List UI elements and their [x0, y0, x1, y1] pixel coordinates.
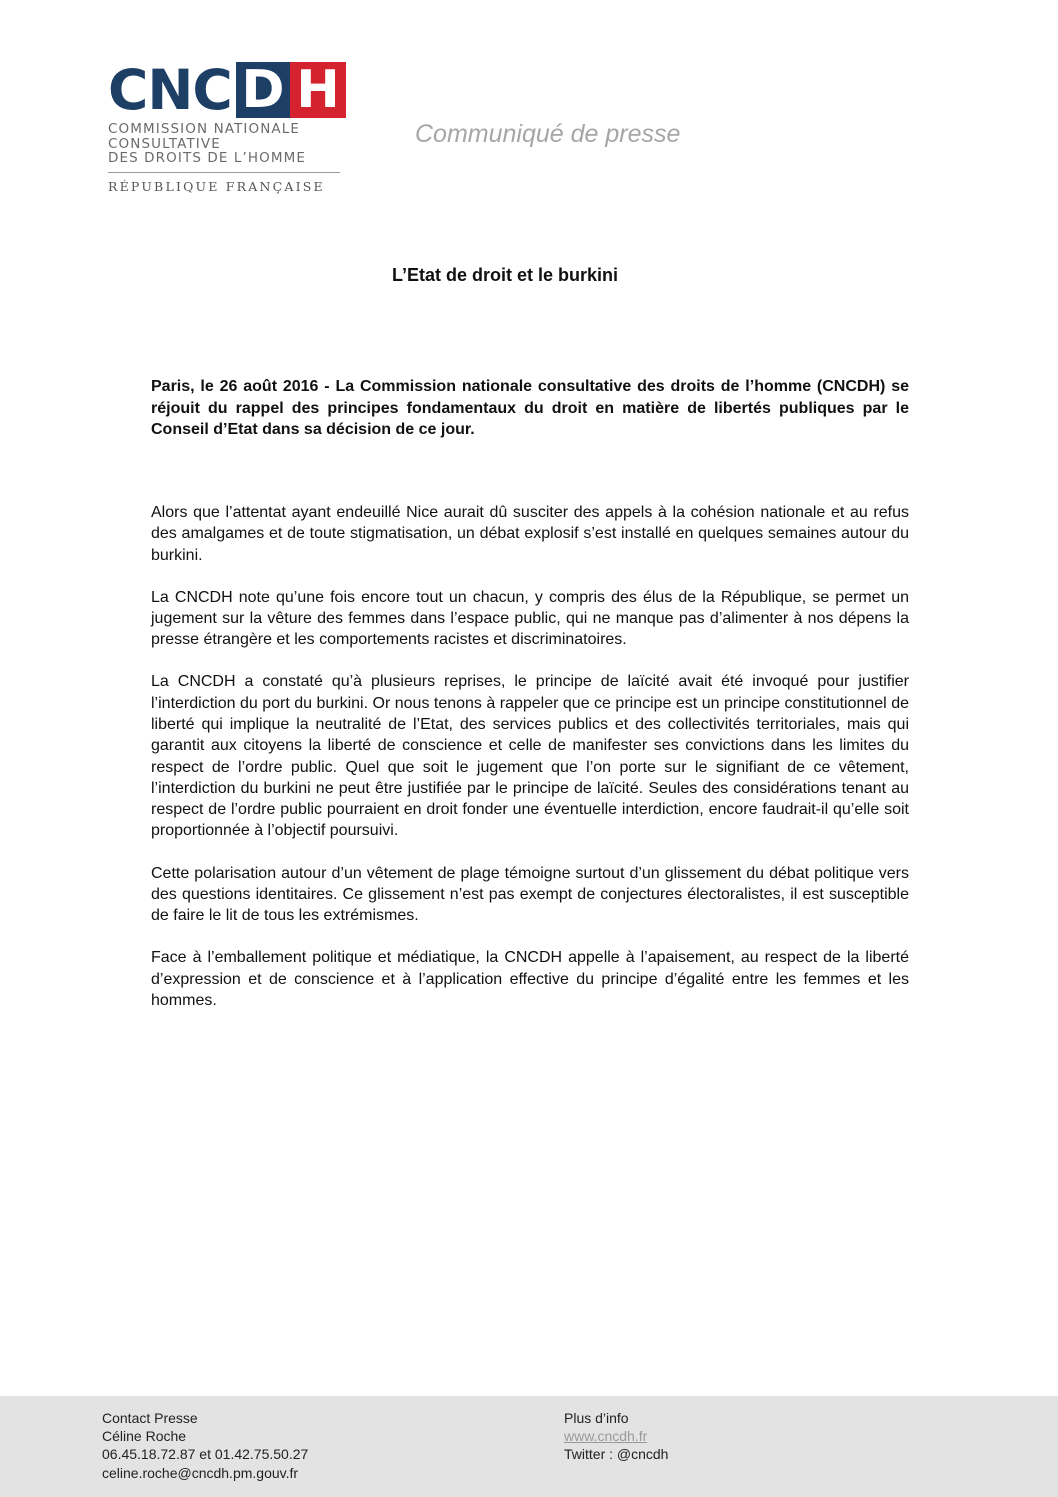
logo-subtitle-line: COMMISSION NATIONALE — [108, 121, 300, 137]
cncdh-logo — [108, 58, 340, 196]
website-link[interactable]: www.cncdh.fr — [564, 1428, 648, 1445]
twitter-handle: Twitter : @cncdh — [564, 1446, 669, 1463]
body-paragraph: Face à l’emballement politique et médiatique, la CNCDH appelle à l’apaisement, au respect de la liberté d’expression et de conscience et à l’application effective du principe d’égalité entre les femmes et les hommes. — [151, 949, 909, 1009]
logo-mark-cnc: CNC — [108, 58, 232, 122]
logo-divider — [108, 172, 340, 173]
press-release-label: Communiqué de presse — [415, 120, 681, 148]
document-title: L’Etat de droit et le burkini — [391, 265, 619, 285]
footer-info — [564, 1409, 668, 1464]
contact-phones: 06.45.18.72.87 et 01.42.75.50.27 — [102, 1446, 309, 1463]
logo-republic: RÉPUBLIQUE FRANÇAISE — [108, 179, 325, 194]
footer-contact — [102, 1409, 308, 1482]
body-text — [151, 502, 909, 1032]
contact-name: Céline Roche — [102, 1428, 187, 1445]
logo-subtitle-line: DES DROITS DE L’HOMME — [108, 150, 307, 166]
body-paragraph: La CNCDH a constaté qu’à plusieurs reprises, le principe de laïcité avait été invoqué pour justifier l’interdiction du port du burkini. Or nous tenons à rappeler que ce principe est un principe constitutionnel de liberté qui implique la neutralité de l’Etat, des services publics et des collectivités territoriales, mais qui garantit aux citoyens la liberté de conscience et celle de manifester ses convictions dans les limites du respect de l’ordre public. Quel que soit le jugement que l’on porte sur le signifiant de ce vêtement, l’interdiction du burkini ne peut être justifiée par le principe de laïcité. Seules des considérations tenant au respect de l’ordre public pourraient en droit fonder une éventuelle interdiction, encore faudrait-il qu’elle soit proportionnée à l’objectif poursuivi. — [151, 673, 909, 840]
info-heading: Plus d’info — [564, 1410, 629, 1426]
logo-mark-d: D — [236, 62, 290, 118]
body-paragraph: Alors que l’attentat ayant endeuillé Nice aurait dû susciter des appels à la cohésion nationale et au refus des amalgames et de toute stigmatisation, un débat explosif s’est installé en quelques semaines autour du burkini. — [151, 504, 909, 564]
logo-mark-dh — [236, 62, 344, 118]
logo-mark-h: H — [290, 62, 346, 118]
logo-mark — [108, 58, 340, 122]
logo-subtitle — [108, 122, 340, 166]
contact-email[interactable]: celine.roche@cncdh.pm.gouv.fr — [102, 1464, 299, 1481]
logo-subtitle-line: CONSULTATIVE — [108, 135, 221, 152]
contact-heading: Contact Presse — [102, 1410, 198, 1426]
body-paragraph: Cette polarisation autour d’un vêtement de plage témoigne surtout d’un glissement du débat politique vers des questions identitaires. Ce glissement n’est pas exempt de conjectures électoralistes, il est susceptible de faire le lit de tous les extrémismes. — [151, 864, 909, 925]
footer — [0, 1396, 1058, 1497]
lead-paragraph: Paris, le 26 août 2016 - La Commission nationale consultative des droits de l’homme (CNCDH) se réjouit du rappel des principes fondamentaux du droit en matière de libertés publiques par le Conseil d’Etat dans sa décision de ce jour. — [151, 378, 909, 438]
body-paragraph: La CNCDH note qu’une fois encore tout un chacun, y compris des élus de la République, se permet un jugement sur la vêture des femmes dans l’espace public, qui ne manque pas d’alimenter à nos dépens la presse étrangère et les comportements racistes et discriminatoires. — [151, 588, 909, 649]
